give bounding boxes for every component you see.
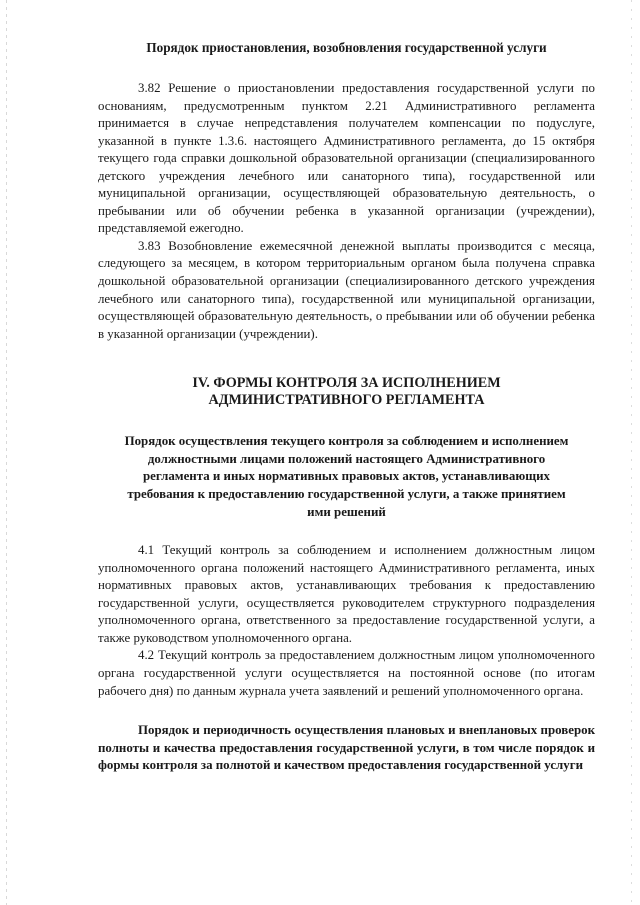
scan-edge-left (6, 0, 7, 905)
section-heading-suspension: Порядок приостановления, возобновления государственной услуги (146, 40, 547, 55)
paragraph-4-2: 4.2 Текущий контроль за предоставлением должностным лицом уполномоченного органа государственной услуги осуществляется на постоянной основе (по итогам рабочего дня) по данным журнала учета заявлений и решений уполномоченного органа. (98, 648, 595, 698)
scan-edge-right (631, 0, 632, 905)
chapter-title-line-2: АДМИНИСТРАТИВНОГО РЕГЛАМЕНТА (208, 392, 485, 409)
section-heading-current-control: Порядок осуществления текущего контроля за соблюдением и исполнением должностными лицами положений настоящего Административного регламента и иных нормативных правовых актов, устанавливающих требования к предоставлению государственной услуги, а также принятием ими решений (124, 434, 569, 519)
section-heading-inspections: Порядок и периодичность осуществления плановых и внеплановых проверок полноты и качества предоставления государственной услуги, в том числе порядок и формы контроля за полнотой и качеством предоставления государственной услуги (98, 723, 595, 773)
paragraph-3-83: 3.83 Возобновление ежемесячной денежной выплаты производится с месяца, следующего за месяцем, в котором территориальным органом была получена справка дошкольной образовательной организации (специализированного детского учреждения лечебного или санаторного типа), государственной или муниципальной организации, осуществляющей образовательную деятельность, о пребывании или об обучении ребенка в указанной организации (учреждении). (98, 238, 595, 341)
paragraph-4-1: 4.1 Текущий контроль за соблюдением и исполнением должностным лицом уполномоченного органа положений настоящего Административного регламента, иных нормативных правовых актов, устанавливающих требования к предоставлению государственной услуги, осуществляется руководителем структурного подразделения уполномоченного органа, ответственного за предоставление государственной услуги, а также руководством уполномоченного органа. (98, 543, 595, 645)
chapter-title-line-1: IV. ФОРМЫ КОНТРОЛЯ ЗА ИСПОЛНЕНИЕМ (192, 375, 501, 392)
paragraph-3-82: 3.82 Решение о приостановлении предоставления государственной услуги по основаниям, предусмотренным пунктом 2.21 Административного регламента принимается в случае непредставления получателем компенсации по подуслуге, указанной в пункте 1.3.6. настоящего Административного регламента, до 15 октября текущего года справки дошкольной образовательной организации (специализированного детского учреждения лечебного или санаторного типа), государственной или муниципальной организации, осуществляющей образовательную деятельность, о пребывании или об обучении ребенка в указанной организации (учреждении), представляемой ежегодно. (98, 81, 595, 236)
document-body (98, 40, 595, 775)
